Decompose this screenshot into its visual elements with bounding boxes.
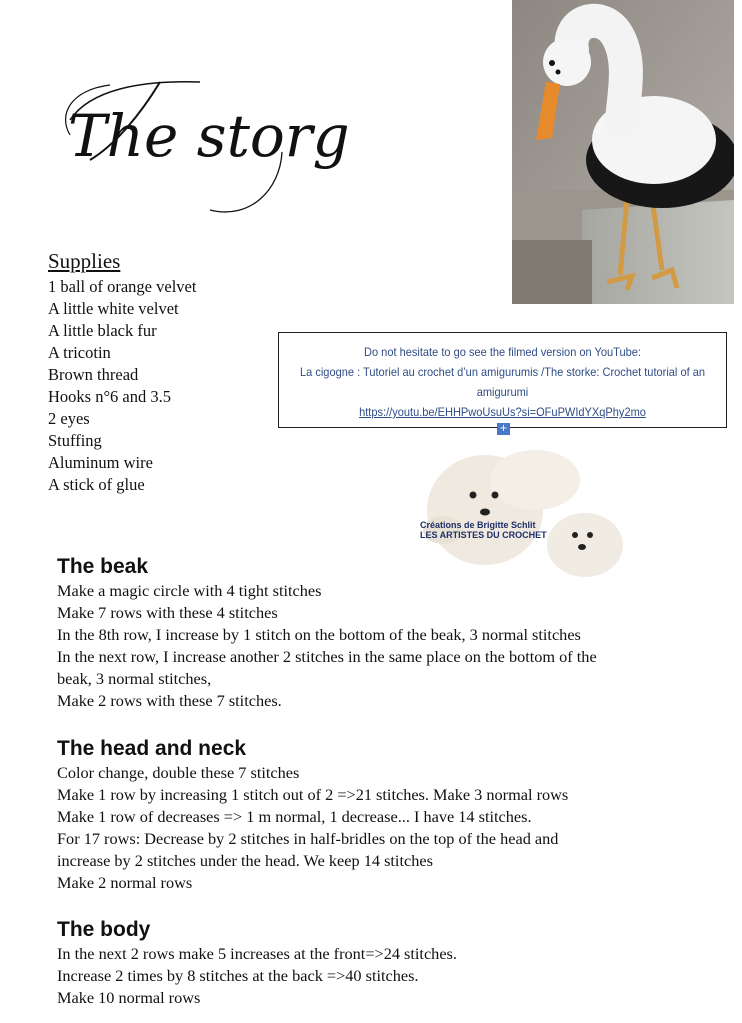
body-section [57,917,697,1009]
supplies-list [48,276,288,496]
supplies-heading: Supplies [48,249,121,273]
youtube-note-line: Do not hesitate to go see the filmed version on YouTube: [363,345,642,359]
page-title [50,60,360,230]
instruction-line: Increase 2 times by 8 stitches at the back =>40 stitches. [57,966,419,985]
supply-item: Hooks n°6 and 3.5 [48,387,172,406]
title-text: The storg [68,102,350,170]
instruction-line: Make 7 rows with these 4 stitches [57,603,278,622]
youtube-note-line: amigurumi [476,385,529,399]
instruction-line: Make 2 rows with these 7 stitches. [57,691,282,710]
supply-item: Aluminum wire [48,453,153,472]
supply-item: 1 ball of orange velvet [48,277,197,296]
stork-photo [512,0,734,304]
instruction-line: In the next 2 rows make 5 increases at the front=>24 stitches. [57,944,457,963]
instruction-line: Make 2 normal rows [57,873,193,892]
supply-item: 2 eyes [48,409,90,428]
instruction-line: For 17 rows: Decrease by 2 stitches in half-bridles on the top of the head and [57,829,559,848]
instruction-line: In the 8th row, I increase by 1 stitch on the bottom of the beak, 3 normal stitches [57,625,581,644]
youtube-note-line: La cigogne : Tutoriel au crochet d’un amigurumis /The storke: Crochet tutorial of an [299,365,706,379]
supply-item: A little black fur [48,321,157,340]
head-neck-section [57,736,697,894]
supply-item: Brown thread [48,365,139,384]
beak-heading: The beak [57,555,149,578]
credit-line: LES ARTISTES DU CROCHET [420,530,547,540]
youtube-link[interactable]: https://youtu.be/EHHPwoUsuUs?si=OFuPWIdYXqPhy2mo [359,405,646,419]
beak-section [57,554,697,712]
instruction-line: increase by 2 stitches under the head. We keep 14 stitches [57,851,433,870]
instruction-line: Make 1 row of decreases => 1 m normal, 1 decrease... I have 14 stitches. [57,807,532,826]
supply-item: A little white velvet [48,299,179,318]
instruction-line: Color change, double these 7 stitches [57,763,300,782]
head-neck-heading: The head and neck [57,737,247,760]
supply-item: Stuffing [48,431,102,450]
instruction-line: Make a magic circle with 4 tight stitches [57,581,322,600]
supplies-section [48,248,288,496]
instruction-line: In the next row, I increase another 2 stitches in the same place on the bottom of the [57,647,597,666]
dogs-credit [420,520,547,540]
instruction-line: Make 10 normal rows [57,988,201,1007]
plus-icon[interactable]: + [497,423,510,435]
supply-item: A tricotin [48,343,111,362]
instruction-line: Make 1 row by increasing 1 stitch out of 2 =>21 stitches. Make 3 normal rows [57,785,569,804]
instruction-line: beak, 3 normal stitches, [57,669,212,688]
credit-line: Créations de Brigitte Schlit [420,520,536,530]
body-heading: The body [57,918,151,941]
supply-item: A stick of glue [48,475,145,494]
title-script [50,60,360,230]
youtube-note-box [278,332,727,428]
